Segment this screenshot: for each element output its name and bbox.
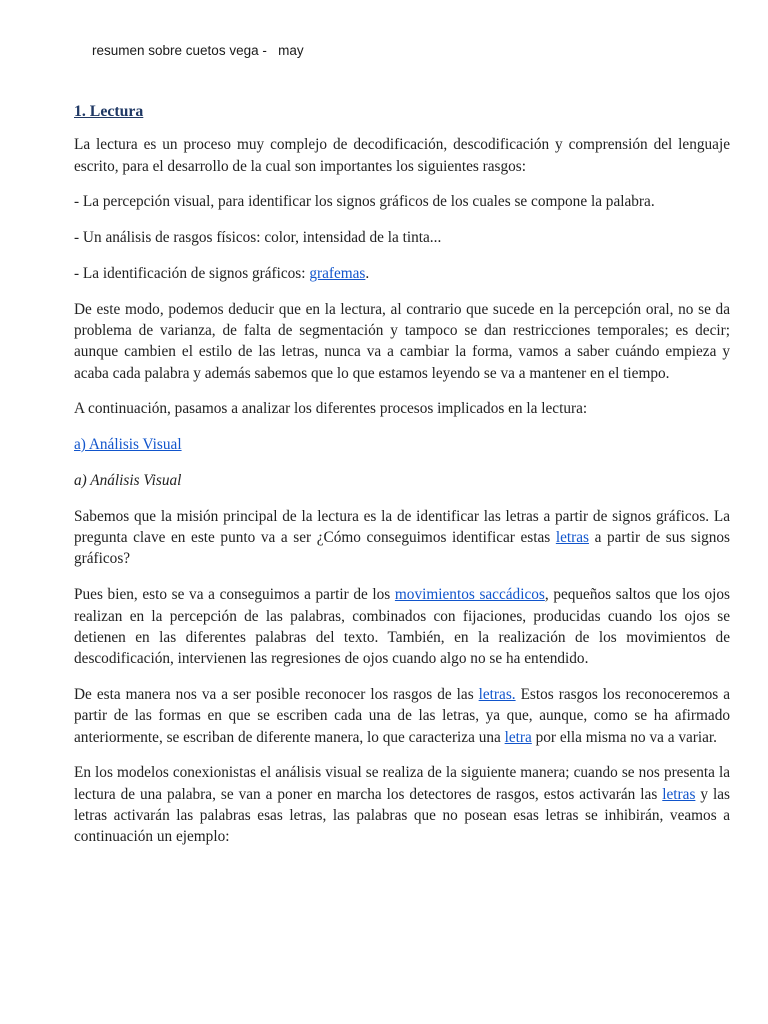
paragraph-saccades-end: , pequeños saltos que los ojos realizan en la percepción de las palabras, combinados con fijaciones, producidas cuando los ojos se detienen en las diferentes palabras del texto. También, en la realización de los movimientos de descodificación, intervienen las regresiones de ojos cuando algo no se ha entendido. [74,586,730,668]
paragraph-mission-end: a partir de sus signos gráficos? [74,529,731,568]
paragraph-features [74,684,730,748]
bullet-graphic-signs [74,263,730,284]
paragraph-features-mid: Estos rasgos los reconoceremos a partir de las formas en que se escriben cada una de las letras, ya que, aunque, como se ha afirmado anteriormente, se escriban de diferente manera, lo que caracteriza una [74,685,730,746]
bullet-visual-perception: - La percepción visual, para identificar los signos gráficos de los cuales se compone la palabra. [74,193,655,211]
section-heading: 1. Lectura [74,103,144,120]
subsection-heading: a) Análisis Visual [74,472,182,490]
paragraph-intro: La lectura es un proceso muy complejo de decodificación, descodificación y comprensión del lenguaje escrito, para el desarrollo de la cual son importantes los siguientes rasgos: [74,136,730,175]
bullet-physical-features: - Un análisis de rasgos físicos: color, intensidad de la tinta... [74,229,442,247]
link-analisis-visual[interactable]: a) Análisis Visual [74,436,182,454]
bullet-graphic-signs-text: - La identificación de signos gráficos: [74,264,310,282]
paragraph-mission-text: Sabemos que la misión principal de la lectura es la de identificar las letras a partir de signos gráficos. La pregunta clave en este punto va a ser ¿Cómo conseguimos identificar estas [74,507,730,547]
paragraph-connectionist-end: y las letras activarán las palabras esas letras, las palabras que no posean esas letras se inhibirán, veamos a continuación un ejemplo: [74,785,730,846]
link-movimientos-saccadicos[interactable]: movimientos saccádicos [394,586,545,604]
paragraph-saccades-text: Pues bien, esto se va a conseguimos a partir de los [74,586,395,604]
paragraph-features-text: De esta manera nos va a ser posible reconocer los rasgos de las [74,685,479,703]
document-body [74,101,730,862]
link-letras-3[interactable]: letras [662,785,696,803]
link-grafemas[interactable]: grafemas [309,264,366,282]
paragraph-features-end: por ella misma no va a variar. [531,728,718,746]
bullet-graphic-signs-end: . [365,264,370,282]
paragraph-connectionist-text: En los modelos conexionistas el análisis visual se realiza de la siguiente manera; cuando se nos presenta la lectura de una palabra, se van a poner en marcha los detectores de rasgos, estos activarán las [74,764,730,803]
paragraph-processes-intro: A continuación, pasamos a analizar los diferentes procesos implicados en la lectura: [74,400,588,418]
link-letras-1[interactable]: letras [555,529,589,547]
link-letras-2[interactable]: letras. [478,685,516,703]
page-header: resumen sobre cuetos vega - may [92,43,304,58]
toc-item [74,434,730,455]
paragraph-saccades [74,584,730,669]
paragraph-connectionist [74,762,730,847]
paragraph-mission [74,506,730,570]
link-letra[interactable]: letra [504,728,532,746]
paragraph-deduction: De este modo, podemos deducir que en la lectura, al contrario que sucede en la percepción oral, no se da problema de varianza, de falta de segmentación y tampoco se dan restricciones temporales; es decir; aunque cambien el estilo de las letras, nunca va a cambiar la forma, vamos a saber cuándo empieza y acaba cada palabra y además sabemos que lo que estamos leyendo se va a mantener en el tiempo. [74,300,730,382]
